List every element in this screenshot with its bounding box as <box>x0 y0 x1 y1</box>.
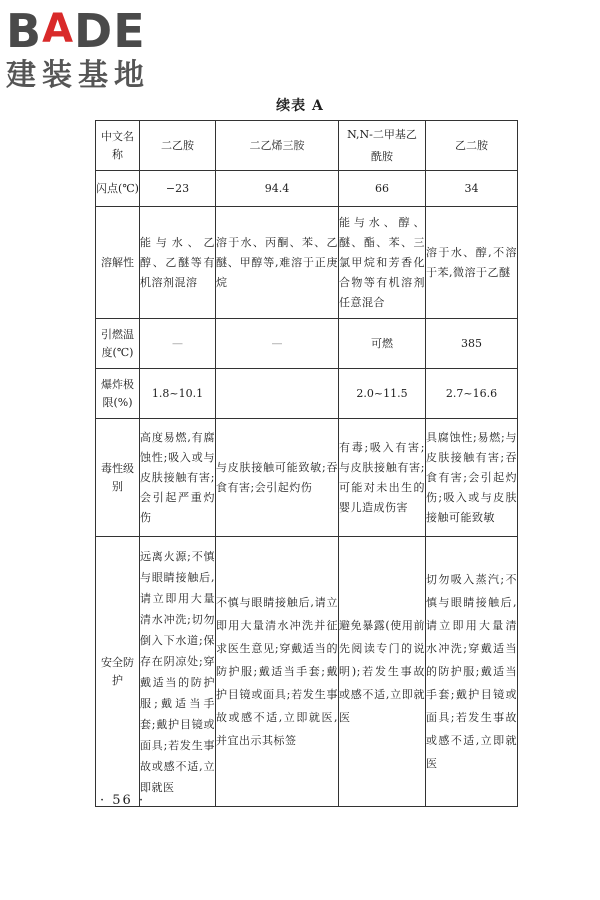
table-cell: 具腐蚀性;易燃;与皮肤接触有害;吞食有害;会引起灼伤;吸入或与皮肤接触可能致敏 <box>426 419 518 537</box>
table-cell: — <box>140 319 216 369</box>
logo-subtitle: 建装基地 <box>6 58 150 93</box>
table-cell: 可燃 <box>339 319 426 369</box>
table-row <box>96 207 518 319</box>
row-header: 毒性级别 <box>96 419 140 537</box>
table-row <box>96 419 518 537</box>
table-cell: 二乙烯三胺 <box>216 121 339 171</box>
row-header: 引燃温度(℃) <box>96 319 140 369</box>
table-cell: 溶于水、丙酮、苯、乙醚、甲醇等,难溶于正庚烷 <box>216 207 339 319</box>
brand-logo <box>6 6 186 94</box>
table-cell: 溶于水、醇,不溶于苯,微溶于乙醚 <box>426 207 518 319</box>
table-cell: 避免暴露(使用前先阅读专门的说明);若发生事故或感不适,立即就医 <box>339 537 426 807</box>
table-cell: 385 <box>426 319 518 369</box>
table-row <box>96 319 518 369</box>
table-title: 续表 A <box>276 98 324 114</box>
logo-wordmark-accent: A <box>42 6 75 52</box>
table-cell: 切勿吸入蒸汽;不慎与眼睛接触后,请立即用大量清水冲洗;穿戴适当的防护服;戴适当手套;戴护目镜或面具;若发生事故或感不适,立即就医 <box>426 537 518 807</box>
table-cell: 远离火源;不慎与眼睛接触后,请立即用大量清水冲洗;切勿倒入下水道;保存在阴凉处;穿戴适当的防护服;戴适当手套;戴护目镜或面具;若发生事故或感不适,立即就医 <box>140 537 216 807</box>
table-cell <box>216 369 339 419</box>
table-cell: 能与水、醇、醚、酯、苯、三氯甲烷和芳香化合物等有机溶剂任意混合 <box>339 207 426 319</box>
table-cell: 66 <box>339 171 426 207</box>
table-cell: 2.7~16.6 <box>426 369 518 419</box>
table-row <box>96 121 518 171</box>
table-cell: — <box>216 319 339 369</box>
table-cell: 有毒;吸入有害;与皮肤接触有害;可能对未出生的婴儿造成伤害 <box>339 419 426 537</box>
row-header: 溶解性 <box>96 207 140 319</box>
logo-wordmark-suffix: DE <box>74 4 146 58</box>
table-row <box>96 369 518 419</box>
page-number: · 56 · <box>100 793 146 808</box>
table-cell: 高度易燃,有腐蚀性;吸入或与皮肤接触有害;会引起严重灼伤 <box>140 419 216 537</box>
table-row <box>96 171 518 207</box>
row-header: 中文名称 <box>96 121 140 171</box>
table-cell: N,N-二甲基乙酰胺 <box>339 121 426 171</box>
table-cell: 与皮肤接触可能致敏;吞食有害;会引起灼伤 <box>216 419 339 537</box>
row-header: 闪点(℃) <box>96 171 140 207</box>
table-cell: 二乙胺 <box>140 121 216 171</box>
table-cell: 94.4 <box>216 171 339 207</box>
row-header: 安全防护 <box>96 537 140 807</box>
table-cell: 1.8~10.1 <box>140 369 216 419</box>
table-cell: 34 <box>426 171 518 207</box>
table-cell: 能与水、乙醇、乙醚等有机溶剂混溶 <box>140 207 216 319</box>
logo-wordmark-prefix: B <box>6 4 43 58</box>
row-header: 爆炸极限(%) <box>96 369 140 419</box>
table-cell: 2.0~11.5 <box>339 369 426 419</box>
table-row <box>96 537 518 807</box>
chemical-properties-table <box>95 120 518 807</box>
table-cell: 不慎与眼睛接触后,请立即用大量清水冲洗并征求医生意见;穿戴适当的防护服;戴适当手套;戴护目镜或面具;若发生事故或感不适,立即就医,并宜出示其标签 <box>216 537 339 807</box>
table-cell: −23 <box>140 171 216 207</box>
table-cell: 乙二胺 <box>426 121 518 171</box>
logo-wordmark <box>6 6 186 56</box>
